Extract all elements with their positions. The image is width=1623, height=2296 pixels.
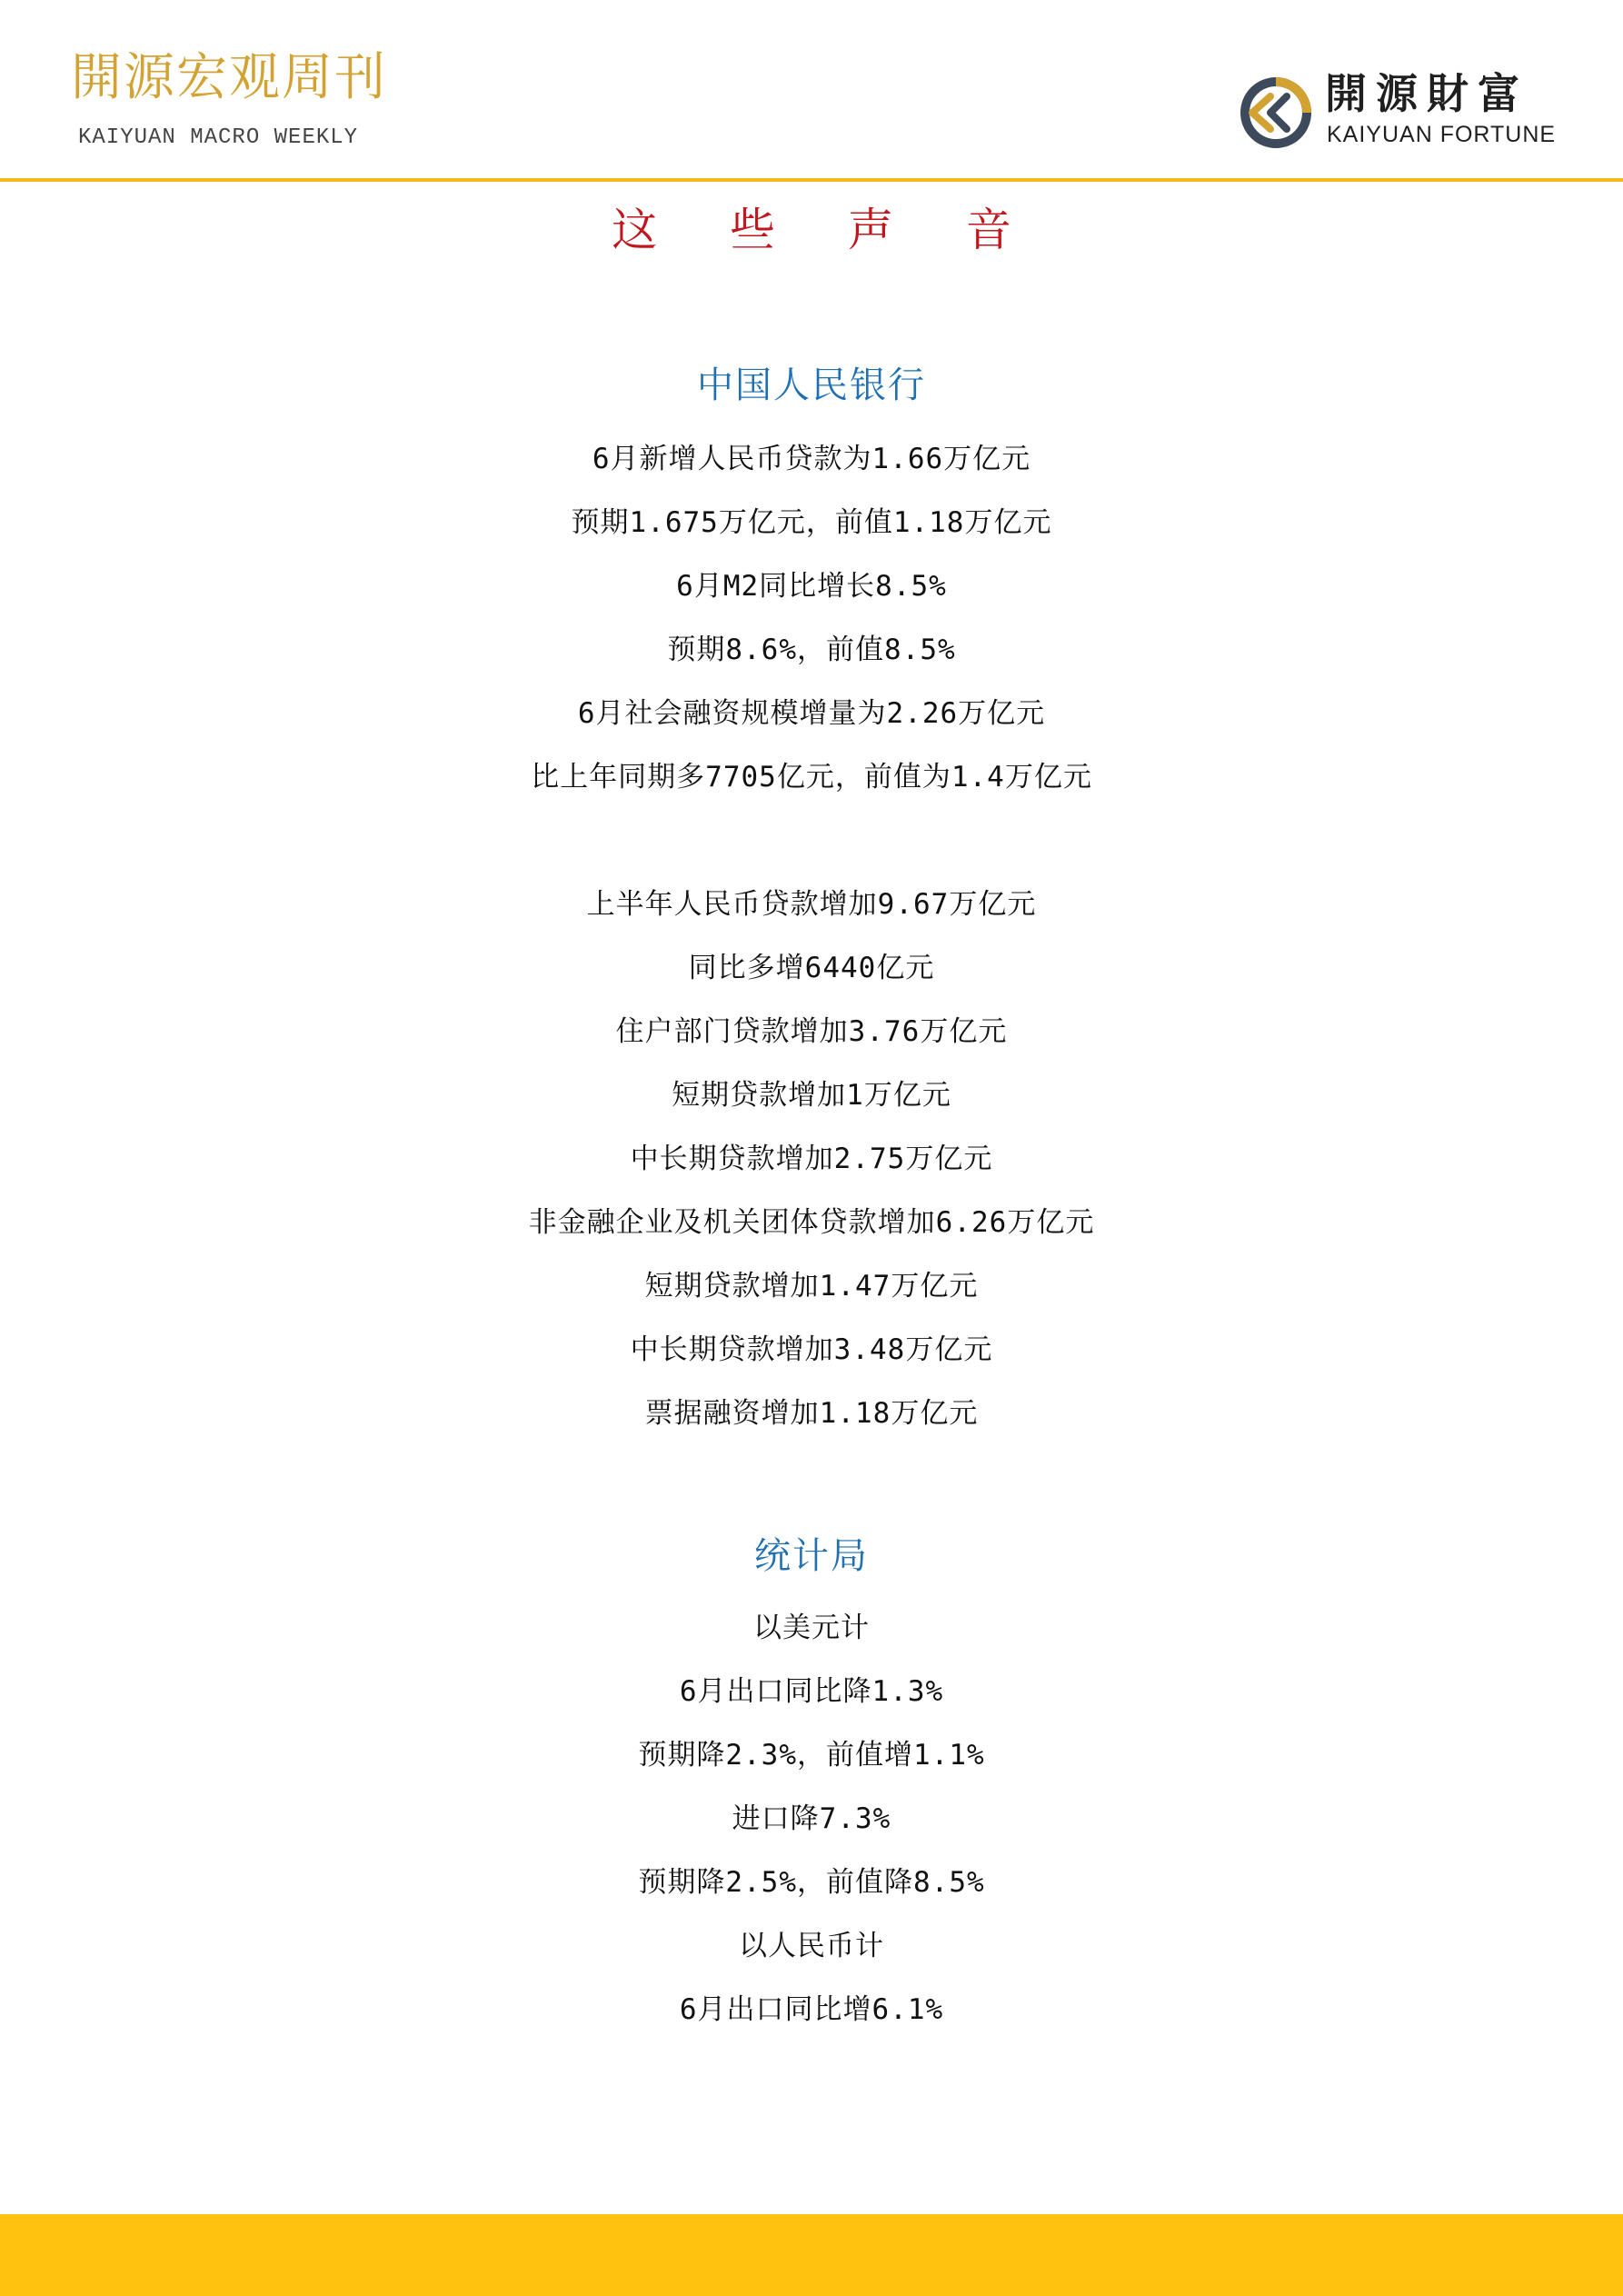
section-line: 6月出口同比增6.1% [679,1993,944,2026]
section-line: 预期1.675万亿元，前值1.18万亿元 [571,506,1052,539]
page-heading: 这 些 声 音 [612,204,1041,256]
section-title-stats-bureau: 统计局 [754,1535,869,1577]
section-line: 票据融资增加1.18万亿元 [644,1397,979,1430]
section-line: 同比多增6440亿元 [688,952,935,984]
logo-english-text: KAIYUAN FORTUNE [1327,122,1557,147]
section-line: 短期贷款增加1万亿元 [672,1079,951,1112]
company-logo [1238,69,1565,155]
logo-chinese-text: 開源財富 [1325,69,1528,118]
section-line: 以美元计 [753,1612,870,1644]
section-line: 6月M2同比增长8.5% [676,570,947,603]
section-line: 中长期贷款增加2.75万亿元 [630,1143,993,1175]
section-line: 预期降2.5%，前值降8.5% [638,1866,985,1899]
footer-band [0,2214,1623,2296]
section-line: 预期降2.3%，前值增1.1% [638,1739,985,1772]
section-line: 以人民币计 [739,1930,884,1962]
section-line: 6月社会融资规模增量为2.26万亿元 [577,697,1046,730]
header-divider [0,178,1623,182]
section-line: 6月出口同比降1.3% [679,1675,944,1708]
section-line: 非金融企业及机关团体贷款增加6.26万亿元 [528,1206,1095,1239]
section-line: 上半年人民币贷款增加9.67万亿元 [586,888,1037,921]
publication-subtitle: KAIYUAN MACRO WEEKLY [78,125,359,150]
section-title-pboc: 中国人民银行 [697,364,926,406]
section-line: 进口降7.3% [732,1802,891,1835]
section-line: 预期8.6%，前值8.5% [667,634,956,666]
kaiyuan-logo-icon [1238,75,1314,151]
section-line: 中长期贷款增加3.48万亿元 [630,1333,993,1366]
report-header [0,0,1623,182]
section-line: 比上年同期多7705亿元，前值为1.4万亿元 [531,761,1092,794]
publication-title: 開源宏观周刊 [71,48,387,107]
section-line: 住户部门贷款增加3.76万亿元 [615,1015,1008,1048]
section-line: 6月新增人民币贷款为1.66万亿元 [592,443,1031,475]
section-line: 短期贷款增加1.47万亿元 [644,1270,979,1303]
